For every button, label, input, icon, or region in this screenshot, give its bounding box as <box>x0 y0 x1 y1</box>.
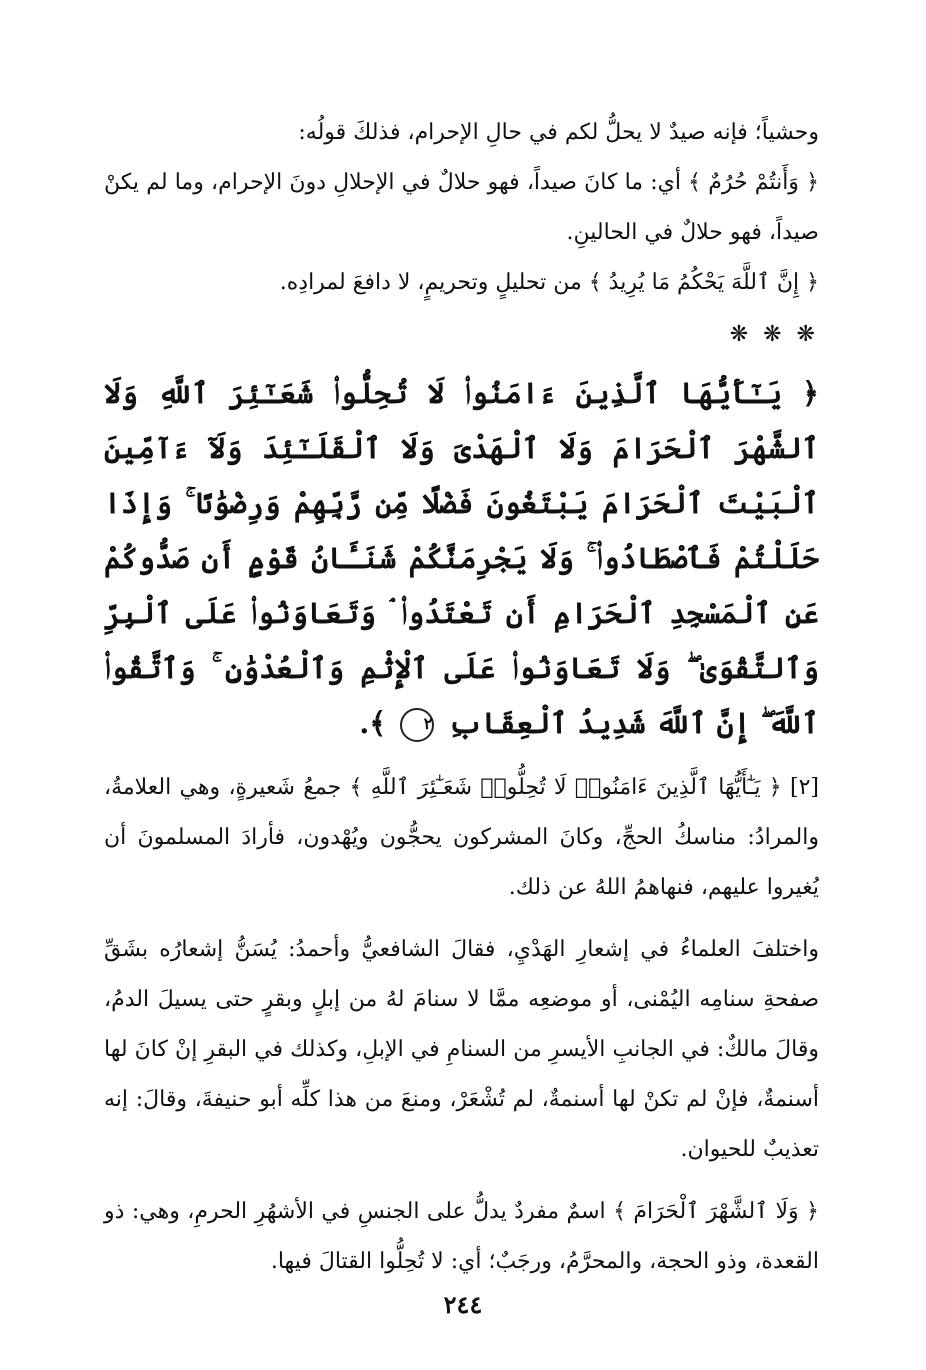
paragraph-bottom-2: واختلفَ العلماءُ في إشعارِ الهَدْيِ، فقالَ الشافعيُّ وأحمدُ: يُسَنُّ إشعارُه بشَقِّ صفحةِ سنامِه اليُمْنى، أو موضعِه ممَّا لا سنامَ لهُ من إبلٍ وبقرٍ حتى يسيلَ الدمُ، وقالَ مالكٌ: في الجانبِ الأيسرِ من السنامِ في الإبلِ، وكذلك في البقرِ إنْ كانَ لها أسنمةٌ، فإنْ لم تكنْ لها أسنمةٌ، لم تُشْعَرْ، ومنعَ من هذا كلِّه أبو حنيفةَ، وقالَ: إنه تعذيبٌ للحيوان. <box>104 937 819 1162</box>
verse-closing: ﴾. <box>359 706 387 740</box>
spacer <box>104 1175 819 1187</box>
paragraph-bottom-1: [٢] ﴿ يَـٰٓأَيُّهَا ٱلَّذِينَ ءَامَنُوا۟ لَا تُحِلُّوا۟ شَعَـٰٓئِرَ ٱللَّهِ ﴾ جمعُ شَعيرةٍ، وهي العلامةُ، والمرادُ: مناسكُ الحجِّ، وكانَ المشركون يحجُّون ويُهْدون، فأرادَ المسلمونَ أن يُغيروا عليهم، فنهاهمُ اللهُ عن ذلك. <box>104 775 819 900</box>
verse-text: ﴿ يَـٰٓأَيُّهَا ٱلَّذِينَ ءَامَنُوا۟ لَا تُحِلُّوا۟ شَعَـٰٓئِرَ ٱللَّهِ وَلَا ٱلشَّهْرَ ٱلْحَرَامَ وَلَا ٱلْهَدْىَ وَلَا ٱلْقَلَـٰٓئِدَ وَلَآ ءَآمِّينَ ٱلْبَيْتَ ٱلْحَرَامَ يَبْتَغُونَ فَضْلًا مِّن رَّبِّهِمْ وَرِضْوَٰنًا ۚ وَإِذَا حَلَلْتُمْ فَٱصْطَادُوا۟ ۚ وَلَا يَجْرِمَنَّكُمْ شَنَـَٔانُ قَوْمٍ أَن صَدُّوكُمْ عَنِ ٱلْمَسْجِدِ ٱلْحَرَامِ أَن تَعْتَدُوا۟ ۘ وَتَعَاوَنُوا۟ عَلَى ٱلْبِرِّ وَٱلتَّقْوَىٰ ۖ وَلَا تَعَاوَنُوا۟ عَلَى ٱلْإِثْمِ وَٱلْعُدْوَٰنِ ۚ وَٱتَّقُوا۟ ٱللَّهَ ۖ إِنَّ ٱللَّهَ شَدِيدُ ٱلْعِقَابِ <box>104 376 819 740</box>
paragraph-top-2: ﴿ وَأَنتُمْ حُرُمٌ ﴾ أي: ما كانَ صيداً، فهو حلالٌ في الإحلالِ دونَ الإحرام، وما لم يكنْ صيداً، فهو حلالٌ في الحالينِ. <box>104 170 819 245</box>
ayah-number-mark: ٢ <box>400 708 434 742</box>
section-separator: ❋ ❋ ❋ <box>729 322 819 347</box>
page-number: ٢٤٤ <box>443 1290 483 1319</box>
paragraph-top-1: وحشياً؛ فإنه صيدٌ لا يحلُّ لكم في حالِ الإحرام، فذلكَ قولُه: <box>298 120 819 145</box>
quran-verse <box>104 366 819 751</box>
spacer <box>104 913 819 925</box>
spacer <box>104 751 819 763</box>
text-block <box>104 108 819 1287</box>
paragraph-top-3: ﴿ إِنَّ ٱللَّهَ يَحْكُمُ مَا يُرِيدُ ﴾ من تحليلٍ وتحريمٍ، لا دافعَ لمرادِه. <box>279 270 819 295</box>
paragraph-bottom-3: ﴿ وَلَا ٱلشَّهْرَ ٱلْحَرَامَ ﴾ اسمٌ مفردٌ يدلُّ على الجنسِ في الأشهُرِ الحرمِ، وهي: ذو القعدة، وذو الحجة، والمحرَّمُ، ورجَبٌ؛ أي: لا تُحِلُّوا القتالَ فيها. <box>104 1199 819 1274</box>
